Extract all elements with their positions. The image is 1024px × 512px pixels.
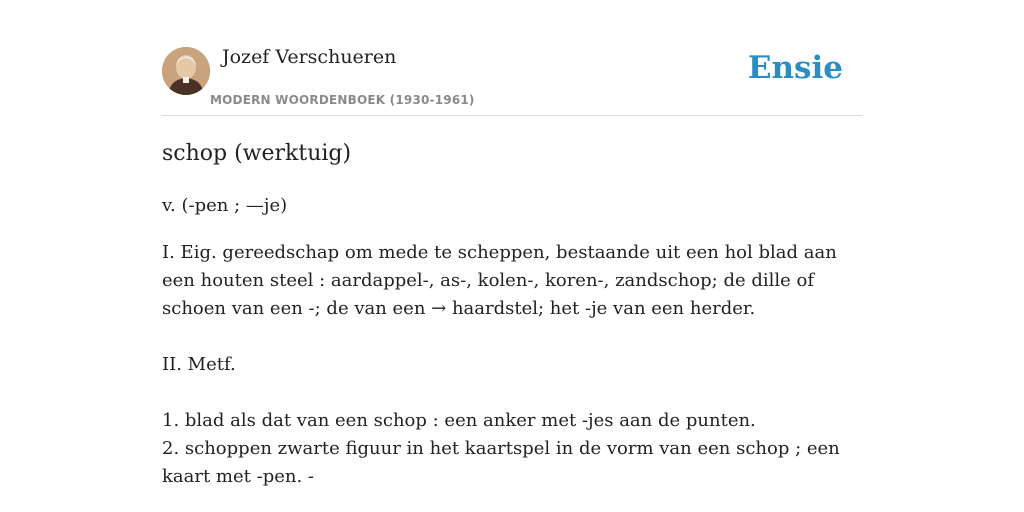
author-avatar[interactable] <box>162 47 210 95</box>
header-divider <box>162 115 862 116</box>
entry-grammar <box>162 192 862 220</box>
entry-sense-1 <box>162 239 862 323</box>
portrait-photo-icon <box>162 47 210 95</box>
source-label[interactable]: MODERN WOORDENBOEK (1930-1961) <box>210 93 475 107</box>
subsense-1-text: 1. blad als dat van een schop : een anker met -jes aan de punten. <box>162 410 756 431</box>
entry-title: schop (werktuig) <box>162 141 352 166</box>
sense-2-heading-text: II. Metf. <box>162 354 236 375</box>
author-name[interactable]: Jozef Verschueren <box>222 46 397 68</box>
sense-1-text: I. Eig. gereedschap om mede te scheppen, bestaande uit een hol blad aan een houten steel : aardappel-, as-, kolen-, koren-, zandschop; de dille of schoen van een -; de van een → haardstel; het -je van een herder. <box>162 242 837 319</box>
entry-subsense-2 <box>162 435 862 491</box>
entry-subsense-1 <box>162 407 862 435</box>
entry-sense-2-heading <box>162 351 862 379</box>
brand-logo[interactable]: Ensie <box>747 50 843 86</box>
subsense-2-text: 2. schoppen zwarte figuur in het kaartspel in de vorm van een schop ; een kaart met -pen. - <box>162 438 840 487</box>
grammar-text: v. (-pen ; —je) <box>162 195 288 216</box>
